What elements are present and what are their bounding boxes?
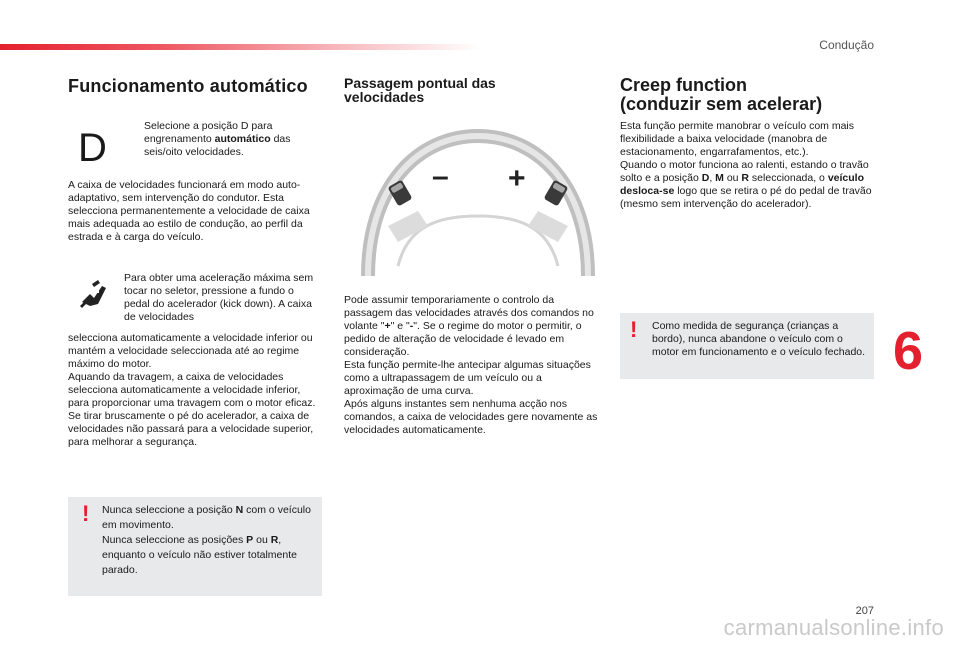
bullet-text: Selecione a posição D para engrenamento automático das seis/oito velocidades. xyxy=(144,120,291,158)
plus-label: + xyxy=(508,162,526,195)
warning-text: Nunca seleccione a posição N com o veículo em movimento. Nunca seleccione as posições P ou R, enquanto o veículo não estiver totalmente parado. xyxy=(102,504,311,576)
tip-line-1: selecciona automaticamente a velocidade inferior ou mantém a velocidade seleccionada até ao regime máximo do motor. xyxy=(68,332,313,370)
minus-label: – xyxy=(432,160,449,193)
kick-down-tip: Para obter uma aceleração máxima sem tocar no seletor, pressione a fundo o pedal do acelerador (kick down). A caixa de velocidades xyxy=(124,272,314,323)
creep-body-a: Esta função permite manobrar o veículo com mais flexibilidade a baixa velocidade (manobra de estacionamento, engarrafamentos, etc.). xyxy=(620,120,855,158)
body-b: Esta função permite-lhe antecipar algumas situações como a ultrapassagem de um veículo ou a aproximação de uma curva. xyxy=(344,359,591,397)
watermark: carmanualsonline.info xyxy=(723,615,944,640)
heading-automatic: Funcionamento automático xyxy=(68,76,308,96)
heading-creep-function: Creep function (conduzir sem acelerar) xyxy=(620,75,823,114)
heading-manual-shift: Passagem pontual das velocidades xyxy=(344,75,496,105)
body-a: Pode assumir temporariamente o controlo da passagem das velocidades através dos comandos no volante "+" e "-". Se o regime do motor o permitir, o pedido de alteração de velocidade é levado em consideração. xyxy=(344,294,594,358)
creep-body-b: Quando o motor funciona ao ralenti, estando o travão solto e a posição D, M ou R seleccionada, o veículo desloca-se logo que se retira o pé do pedal de travão (mesmo sem intervenção do acelerador). xyxy=(620,159,872,210)
tip-line-2: Aquando da travagem, a caixa de velocidades selecciona automaticamente a velocidade inferior, para proporcionar uma travagem com o motor eficaz. xyxy=(68,371,316,409)
kick-down-details xyxy=(68,332,322,449)
column-manual-shift xyxy=(344,75,602,436)
page-number: 207 xyxy=(855,605,874,617)
bullet-select-d xyxy=(122,120,322,159)
section-title: Condução xyxy=(819,38,874,52)
chapter-number: 6 xyxy=(893,321,924,381)
warning-text: Como medida de segurança (crianças a bordo), nunca abandone o veículo com o motor em funcionamento e o veículo fechado. xyxy=(652,320,866,358)
manual-shift-body xyxy=(344,294,602,437)
gear-position-letter: D xyxy=(78,126,107,170)
warning-box-neutral xyxy=(68,497,322,596)
steering-wheel-illustration xyxy=(358,116,598,286)
body-c: Após alguns instantes sem nenhuma acção nos comandos, a caixa de velocidades gere novamente as velocidades automaticamente. xyxy=(344,398,598,436)
header-accent-bar xyxy=(0,44,480,50)
warning-box-children xyxy=(620,313,874,379)
paragraph-auto-adaptive: A caixa de velocidades funcionará em modo auto-adaptativo, sem intervenção do condutor. Esta selecciona permanentemente a velocidade de caixa mais adequada ao estilo de condução, ao perfil da estrada e à carga do veículo. xyxy=(68,179,310,243)
creep-body xyxy=(620,120,874,211)
warning-icon: ! xyxy=(82,501,90,526)
kick-down-icon xyxy=(76,276,112,312)
warning-icon: ! xyxy=(630,317,638,342)
column-automatic xyxy=(68,76,322,448)
column-creep-function xyxy=(620,75,874,210)
tip-line-3: Se tirar bruscamente o pé do acelerador, a caixa de velocidades não passará para a velocidade superior, para melhorar a segurança. xyxy=(68,410,314,448)
